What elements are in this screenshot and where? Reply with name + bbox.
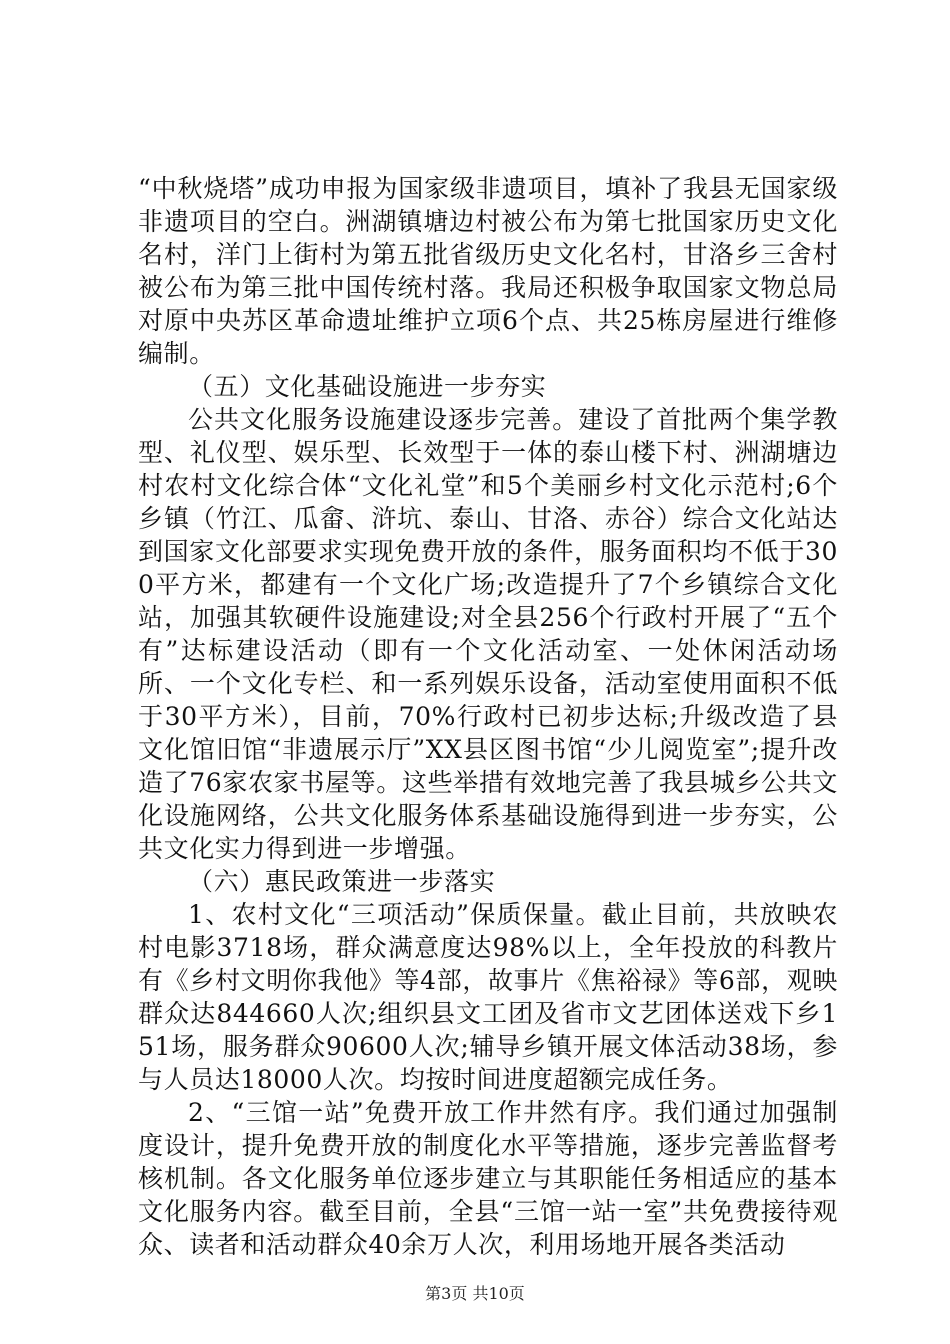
paragraph-intangible-heritage: “中秋烧塔”成功申报为国家级非遗项目，填补了我县无国家级非遗项目的空白。洲湖镇塘边村被公布为第七批国家历史文化名村，洋门上街村为第五批省级历史文化名村，甘洛乡三舍村被公布为第三批中国传统村落。我局还积极争取国家文物总局对原中央苏区革命遗址维护立项6个点、共25栋房屋进行维修编制。 [138, 174, 838, 368]
paragraph-free-opening: 2、“三馆一站”免费开放工作井然有序。我们通过加强制度设计，提升免费开放的制度化水平等措施，逐步完善监督考核机制。各文化服务单位逐步建立与其职能任务相适应的基本文化服务内容。截至目前，全县“三馆一站一室”共免费接待观众、读者和活动群众40余万人次，利用场地开展各类活动 [138, 1098, 838, 1259]
paragraph-rural-activities: 1、农村文化“三项活动”保质保量。截止目前，共放映农村电影3718场，群众满意度达98%以上，全年投放的科教片有《乡村文明你我他》等4部，故事片《焦裕禄》等6部，观映群众达844660人次;组织县文工团及省市文艺团体送戏下乡151场，服务群众90600人次;辅导乡镇开展文体活动38场，参与人员达18000人次。均按时间进度超额完成任务。 [138, 900, 838, 1094]
paragraph-infrastructure: 公共文化服务设施建设逐步完善。建设了首批两个集学教型、礼仪型、娱乐型、长效型于一体的泰山楼下村、洲湖塘边村农村文化综合体“文化礼堂”和5个美丽乡村文化示范村;6个乡镇（竹江、瓜畲、浒坑、泰山、甘洛、赤谷）综合文化站达到国家文化部要求实现免费开放的条件，服务面积均不低于300平方米，都建有一个文化广场;改造提升了7个乡镇综合文化站，加强其软硬件设施建设;对全县256个行政村开展了“五个有”达标建设活动（即有一个文化活动室、一处休闲活动场所、一个文化专栏、和一系列娱乐设备，活动室使用面积不低于30平方米），目前，70%行政村已初步达标;升级改造了县文化馆旧馆“非遗展示厅”XX县区图书馆“少儿阅览室”;提升改造了76家农家书屋等。这些举措有效地完善了我县城乡公共文化设施网络，公共文化服务体系基础设施得到进一步夯实，公共文化实力得到进一步增强。 [138, 405, 838, 863]
document-body [138, 172, 838, 1261]
page-number-footer: 第3页 共10页 [425, 1284, 525, 1303]
section-heading-policies: （六）惠民政策进一步落实 [188, 867, 496, 896]
section-heading-infrastructure: （五）文化基础设施进一步夯实 [188, 372, 547, 401]
